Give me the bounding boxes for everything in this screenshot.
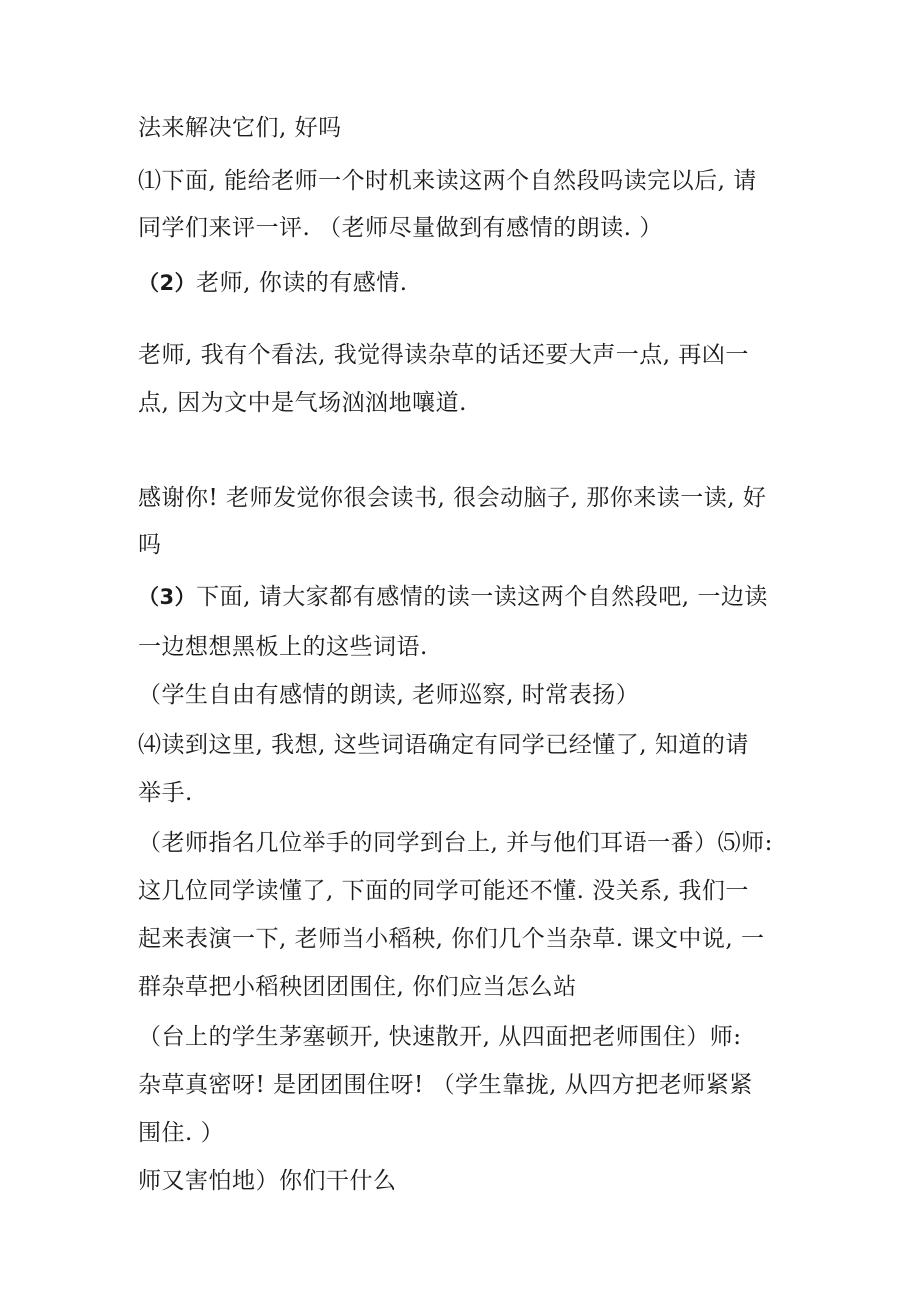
text-line: 围住. ） bbox=[138, 1120, 225, 1146]
text-line: （学生自由有感情的朗读, 老师巡察, 时常表扬） bbox=[138, 682, 640, 708]
text-line: （老师指名几位举手的同学到台上, 并与他们耳语一番）⑸师: bbox=[138, 830, 773, 856]
text-span: 老师, 你读的有感情. bbox=[196, 270, 408, 296]
text-line: 一边想想黑板上的这些词语. bbox=[138, 634, 428, 660]
text-span: 下面, 请大家都有感情的读一读这两个自然段吧, 一边读 bbox=[196, 584, 768, 610]
text-line: 群杂草把小稻秧团团围住, 你们应当怎么站 bbox=[138, 974, 577, 1000]
text-line: 同学们来评一评. （老师尽量做到有感情的朗读. ） bbox=[138, 215, 663, 241]
text-line: 起来表演一下, 老师当小稻秧, 你们几个当杂草. 课文中说, 一 bbox=[138, 926, 765, 952]
item-number: （3） bbox=[138, 585, 197, 609]
text-line: 点, 因为文中是气场汹汹地嚷道. bbox=[138, 390, 467, 416]
text-line: ⑷读到这里, 我想, 这些词语确定有同学已经懂了, 知道的请 bbox=[138, 732, 749, 758]
text-line bbox=[138, 268, 798, 298]
text-line: 法来解决它们, 好吗 bbox=[138, 115, 342, 141]
text-line: ⑴下面, 能给老师一个时机来读这两个自然段吗读完以后, 请 bbox=[138, 168, 757, 194]
text-line: 杂草真密呀! 是团团围住呀! （学生靠拢, 从四方把老师紧紧 bbox=[138, 1072, 753, 1098]
text-line: 老师, 我有个看法, 我觉得读杂草的话还要大声一点, 再凶一 bbox=[138, 342, 749, 368]
text-line: 师又害怕地）你们干什么 bbox=[138, 1168, 397, 1194]
text-line: （台上的学生茅塞顿开, 快速散开, 从四面把老师围住）师: bbox=[138, 1024, 742, 1050]
text-line bbox=[138, 582, 798, 612]
text-line: 举手. bbox=[138, 780, 193, 806]
text-line: 这几位同学读懂了, 下面的同学可能还不懂. 没关系, 我们一 bbox=[138, 878, 749, 904]
text-line: 吗 bbox=[138, 532, 162, 558]
text-line: 感谢你! 老师发觉你很会读书, 很会动脑子, 那你来读一读, 好 bbox=[138, 485, 767, 511]
item-number: （2） bbox=[138, 271, 197, 295]
